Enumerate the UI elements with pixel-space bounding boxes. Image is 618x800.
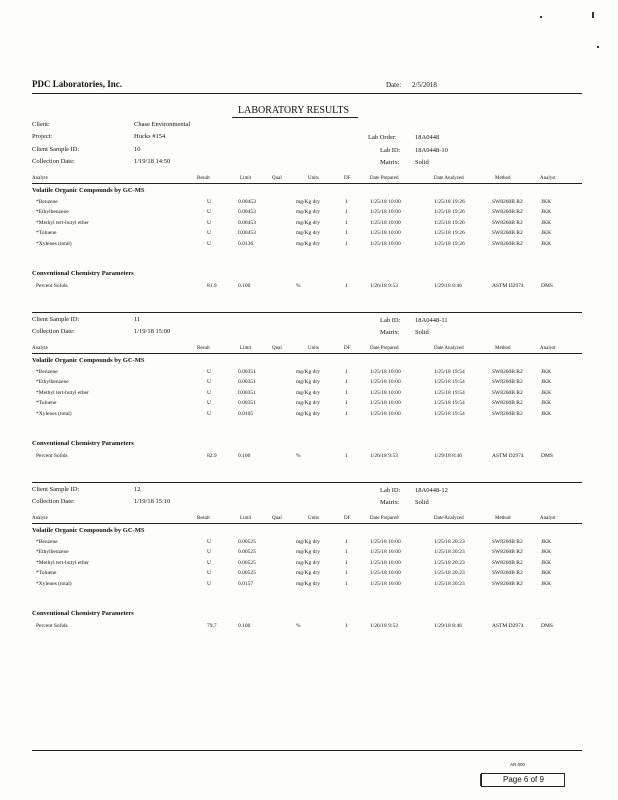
- voc-cell-df: 1: [345, 549, 348, 556]
- sample-separator: [32, 312, 582, 313]
- sample-separator: [32, 482, 582, 483]
- voc-cell-prep: 1/25/18 10:00: [370, 199, 401, 205]
- conv-cell-method: ASTM D2974: [492, 453, 524, 459]
- voc-cell-df: 1: [345, 240, 348, 247]
- lab-id: 18A0448-12: [415, 487, 448, 494]
- column-header-date-prepared: Date Prepared: [370, 346, 399, 351]
- voc-cell-df: 1: [345, 230, 348, 237]
- column-header-analyst: Analyst: [540, 516, 556, 521]
- voc-cell-df: 1: [345, 219, 348, 226]
- conv-cell-limit: 0.100: [238, 623, 251, 629]
- voc-cell-prep: 1/25/18 10:00: [370, 209, 401, 216]
- voc-cell-analyte: *Xylenes (total): [36, 410, 72, 417]
- voc-cell-units: mg/Kg dry: [296, 369, 320, 375]
- conv-cell-result: 81.9: [207, 283, 217, 289]
- conv-cell-method: ASTM D2974: [492, 283, 524, 289]
- conv-cell-analyte: Percent Solids: [36, 453, 68, 459]
- conv-cell-prep: 1/26/18 9:53: [370, 623, 398, 629]
- conv-cell-result: 82.9: [207, 453, 217, 459]
- voc-cell-limit: 0.00351: [238, 389, 256, 396]
- voc-cell-limit: 0.0136: [238, 240, 254, 247]
- voc-cell-units: mg/Kg dry: [296, 230, 320, 237]
- client-sample-id-label: Client Sample ID:: [32, 146, 80, 153]
- column-header-rule: [32, 523, 582, 524]
- voc-cell-units: mg/Kg dry: [296, 389, 320, 396]
- voc-cell-analyst: JKK: [541, 199, 552, 205]
- conv-cell-analyst: DMS: [541, 623, 553, 629]
- conv-cell-units: %: [296, 623, 301, 629]
- column-header-analyst: Analyst: [540, 176, 556, 181]
- voc-cell-prep: 1/25/18 10:00: [370, 400, 401, 407]
- conv-cell-analyzed: 1/29/18 8:46: [434, 623, 462, 629]
- voc-cell-units: mg/Kg dry: [296, 400, 320, 407]
- conv-cell-limit: 0.100: [238, 453, 251, 459]
- voc-cell-method: SW8260B R2: [492, 580, 523, 587]
- voc-cell-result: U: [207, 379, 211, 386]
- page-number: Page 6 of 9: [503, 775, 544, 784]
- column-header-qual: Qual: [272, 516, 282, 521]
- voc-cell-result: U: [207, 389, 211, 396]
- voc-cell-df: 1: [345, 199, 348, 205]
- voc-cell-limit: 0.00525: [238, 549, 256, 556]
- voc-cell-analyst: JKK: [541, 240, 552, 247]
- voc-cell-limit: 0.00525: [238, 570, 256, 577]
- voc-cell-analyte: *Ethylbenzene: [36, 379, 69, 386]
- column-header-qual: Qual: [272, 346, 282, 351]
- voc-cell-units: mg/Kg dry: [296, 199, 320, 205]
- column-header-date-prepared: Date Prepared: [370, 176, 399, 181]
- collection-date: 1/19/18 15:10: [134, 498, 171, 505]
- matrix: Solid: [415, 499, 429, 506]
- column-header-limit: Limit: [240, 346, 252, 351]
- voc-cell-df: 1: [345, 209, 348, 216]
- voc-cell-units: mg/Kg dry: [296, 240, 320, 247]
- voc-cell-limit: 0.00525: [238, 539, 256, 545]
- voc-cell-units: mg/Kg dry: [296, 549, 320, 556]
- voc-cell-prep: 1/25/18 10:00: [370, 410, 401, 417]
- voc-cell-method: SW8260B R2: [492, 389, 523, 396]
- conv-cell-limit: 0.100: [238, 283, 251, 289]
- collection-date: 1/19/18 15:00: [134, 328, 171, 335]
- lab-id: 18A0448-11: [415, 317, 448, 324]
- voc-cell-method: SW8260B R2: [492, 240, 523, 247]
- column-header-result: Result: [197, 516, 210, 521]
- voc-cell-analyzed: 1/25/18 20:23: [434, 559, 465, 566]
- voc-cell-limit: 0.00453: [238, 209, 256, 216]
- voc-cell-result: U: [207, 199, 211, 205]
- voc-cell-analyst: JKK: [541, 369, 552, 375]
- voc-cell-prep: 1/25/18 10:00: [370, 240, 401, 247]
- voc-cell-result: U: [207, 549, 211, 556]
- column-header-method: Method: [495, 176, 511, 181]
- project-name: Hucks #154: [134, 133, 166, 140]
- voc-cell-analyzed: 1/25/18 19:54: [434, 389, 465, 396]
- voc-cell-result: U: [207, 209, 211, 216]
- voc-cell-analyst: JKK: [541, 389, 552, 396]
- voc-cell-analyte: *Ethylbenzene: [36, 209, 69, 216]
- voc-cell-analyzed: 1/25/18 20:23: [434, 539, 465, 545]
- voc-cell-analyte: *Benzene: [36, 369, 58, 375]
- column-header-result: Result: [197, 176, 210, 181]
- column-header-result: Result: [197, 346, 210, 351]
- matrix: Solid: [415, 159, 429, 166]
- column-header-units: Units: [308, 346, 319, 351]
- voc-cell-analyte: *Toluene: [36, 400, 57, 407]
- voc-cell-df: 1: [345, 410, 348, 417]
- voc-section-title: Volatile Organic Compounds by GC-MS: [32, 527, 145, 534]
- voc-cell-analyst: JKK: [541, 400, 552, 407]
- client-sample-id: 12: [134, 486, 141, 493]
- column-header-rule: [32, 183, 582, 184]
- lab-order-value: 18A0448: [415, 134, 440, 141]
- voc-cell-method: SW8260B R2: [492, 230, 523, 237]
- voc-cell-analyzed: 1/25/18 19:26: [434, 219, 465, 226]
- conv-section-title: Conventional Chemistry Parameters: [32, 610, 134, 617]
- voc-cell-analyst: JKK: [541, 570, 552, 577]
- voc-cell-df: 1: [345, 379, 348, 386]
- voc-cell-limit: 0.00351: [238, 400, 256, 407]
- matrix-label: Matrix:: [380, 329, 400, 336]
- report-date: 2/5/2018: [412, 81, 437, 89]
- voc-cell-analyst: JKK: [541, 559, 552, 566]
- conv-cell-analyte: Percent Solids: [36, 623, 68, 629]
- voc-cell-analyzed: 1/25/18 19:26: [434, 230, 465, 237]
- voc-cell-analyte: *Xylenes (total): [36, 580, 72, 587]
- column-header-date-analyzed: Date Analyzed: [434, 516, 464, 521]
- voc-cell-limit: 0.00351: [238, 379, 256, 386]
- column-header-units: Units: [308, 176, 319, 181]
- page-title: LABORATORY RESULTS: [238, 105, 350, 116]
- conv-cell-analyst: DMS: [541, 283, 553, 289]
- voc-cell-method: SW8260B R2: [492, 369, 523, 375]
- voc-cell-df: 1: [345, 559, 348, 566]
- project-label: Project:: [32, 133, 53, 140]
- voc-cell-method: SW8260B R2: [492, 379, 523, 386]
- voc-cell-analyzed: 1/25/18 19:54: [434, 369, 465, 375]
- voc-cell-prep: 1/25/18 10:00: [370, 369, 401, 375]
- scan-speck: [592, 12, 594, 18]
- voc-cell-analyte: *Toluene: [36, 230, 57, 237]
- voc-section-title: Volatile Organic Compounds by GC-MS: [32, 357, 145, 364]
- voc-cell-analyte: *Xylenes (total): [36, 240, 72, 247]
- column-header-df: DF: [344, 176, 351, 181]
- voc-cell-method: SW8260B R2: [492, 570, 523, 577]
- lab-id: 18A0448-10: [415, 147, 448, 154]
- voc-cell-prep: 1/25/18 10:00: [370, 219, 401, 226]
- voc-cell-analyzed: 1/25/18 19:26: [434, 240, 465, 247]
- client-sample-id-label: Client Sample ID:: [32, 316, 80, 323]
- voc-cell-analyte: *Benzene: [36, 199, 58, 205]
- voc-cell-analyte: *Methyl tert-butyl ether: [36, 389, 89, 396]
- lab-order-label: Lab Order:: [368, 134, 397, 141]
- voc-cell-analyst: JKK: [541, 580, 552, 587]
- conv-cell-analyzed: 1/29/18 8:46: [434, 283, 462, 289]
- matrix-label: Matrix:: [380, 159, 400, 166]
- conv-cell-prep: 1/26/18 9:53: [370, 453, 398, 459]
- collection-date-label: Collection Date:: [32, 328, 75, 335]
- column-header-qual: Qual: [272, 176, 282, 181]
- voc-cell-analyzed: 1/25/18 20:23: [434, 580, 465, 587]
- column-header-df: DF: [344, 346, 351, 351]
- header-rule: [32, 93, 582, 94]
- column-header-units: Units: [308, 516, 319, 521]
- voc-cell-df: 1: [345, 580, 348, 587]
- voc-cell-limit: 0.00453: [238, 219, 256, 226]
- voc-cell-result: U: [207, 240, 211, 247]
- voc-cell-result: U: [207, 400, 211, 407]
- voc-cell-result: U: [207, 219, 211, 226]
- conv-cell-df: 1: [345, 283, 348, 289]
- conv-cell-units: %: [296, 283, 301, 289]
- conv-section-title: Conventional Chemistry Parameters: [32, 270, 134, 277]
- voc-cell-analyst: JKK: [541, 549, 552, 556]
- voc-cell-result: U: [207, 539, 211, 545]
- voc-cell-analyst: JKK: [541, 379, 552, 386]
- company-name: PDC Laboratories, Inc.: [32, 79, 122, 89]
- voc-cell-units: mg/Kg dry: [296, 539, 320, 545]
- voc-cell-analyzed: 1/25/18 20:23: [434, 549, 465, 556]
- voc-cell-df: 1: [345, 400, 348, 407]
- matrix-label: Matrix:: [380, 499, 400, 506]
- conv-cell-df: 1: [345, 623, 348, 629]
- voc-cell-units: mg/Kg dry: [296, 410, 320, 417]
- client-sample-id: 10: [134, 146, 141, 153]
- voc-cell-units: mg/Kg dry: [296, 219, 320, 226]
- voc-cell-limit: 0.0157: [238, 580, 254, 587]
- voc-cell-limit: 0.0105: [238, 410, 254, 417]
- voc-cell-analyte: *Benzene: [36, 539, 58, 545]
- voc-cell-prep: 1/25/18 10:00: [370, 549, 401, 556]
- voc-cell-result: U: [207, 410, 211, 417]
- conv-cell-prep: 1/26/18 9:53: [370, 283, 398, 289]
- voc-cell-limit: 0.00453: [238, 230, 256, 237]
- voc-cell-limit: 0.00525: [238, 559, 256, 566]
- voc-cell-analyte: *Toluene: [36, 570, 57, 577]
- scan-speck: [597, 46, 599, 48]
- column-header-df: DF: [344, 516, 351, 521]
- voc-cell-analyte: *Ethylbenzene: [36, 549, 69, 556]
- voc-cell-prep: 1/25/18 10:00: [370, 230, 401, 237]
- column-header-analyst: Analyst: [540, 346, 556, 351]
- voc-cell-method: SW8260B R2: [492, 209, 523, 216]
- voc-cell-df: 1: [345, 369, 348, 375]
- column-header-date-analyzed: Date Analyzed: [434, 176, 464, 181]
- lab-id-label: Lab ID:: [380, 487, 401, 494]
- voc-cell-analyst: JKK: [541, 539, 552, 545]
- column-header-analyte: Analyte: [32, 346, 48, 351]
- title-underline: [232, 117, 358, 118]
- voc-cell-result: U: [207, 570, 211, 577]
- collection-date-label: Collection Date:: [32, 498, 75, 505]
- voc-cell-result: U: [207, 559, 211, 566]
- conv-cell-df: 1: [345, 453, 348, 459]
- client-name: Chase Environmental: [134, 121, 191, 128]
- voc-cell-df: 1: [345, 570, 348, 577]
- column-header-rule: [32, 353, 582, 354]
- voc-cell-result: U: [207, 369, 211, 375]
- conv-section-title: Conventional Chemistry Parameters: [32, 440, 134, 447]
- voc-cell-method: SW8260B R2: [492, 549, 523, 556]
- voc-cell-method: SW8260B R2: [492, 539, 523, 545]
- voc-cell-analyst: JKK: [541, 230, 552, 237]
- client-label: Client:: [32, 121, 50, 128]
- column-header-limit: Limit: [240, 176, 252, 181]
- voc-cell-prep: 1/25/18 10:00: [370, 379, 401, 386]
- collection-date: 1/19/18 14:50: [134, 158, 171, 165]
- voc-cell-analyst: JKK: [541, 209, 552, 216]
- footer-rule: [32, 750, 582, 751]
- voc-cell-limit: 0.00453: [238, 199, 256, 205]
- voc-cell-analyte: *Methyl tert-butyl ether: [36, 559, 89, 566]
- column-header-method: Method: [495, 516, 511, 521]
- voc-cell-prep: 1/25/18 10:00: [370, 539, 401, 545]
- voc-cell-analyst: JKK: [541, 219, 552, 226]
- scan-speck: [540, 16, 542, 18]
- conv-cell-analyzed: 1/29/18 8:46: [434, 453, 462, 459]
- archive-code: AR 000: [510, 762, 526, 767]
- voc-cell-analyzed: 1/25/18 19:26: [434, 209, 465, 216]
- conv-cell-analyte: Percent Solids: [36, 283, 68, 289]
- voc-cell-method: SW8260B R2: [492, 410, 523, 417]
- voc-cell-prep: 1/25/18 10:00: [370, 580, 401, 587]
- voc-cell-analyst: JKK: [541, 410, 552, 417]
- report-date-label: Date:: [386, 81, 402, 89]
- column-header-analyte: Analyte: [32, 516, 48, 521]
- voc-cell-result: U: [207, 580, 211, 587]
- column-header-method: Method: [495, 346, 511, 351]
- conv-cell-result: 79.7: [207, 623, 217, 629]
- voc-cell-method: SW8260B R2: [492, 199, 523, 205]
- voc-cell-analyzed: 1/25/18 19:54: [434, 410, 465, 417]
- column-header-limit: Limit: [240, 516, 252, 521]
- voc-cell-analyzed: 1/25/18 19:54: [434, 400, 465, 407]
- voc-cell-df: 1: [345, 389, 348, 396]
- column-header-analyte: Analyte: [32, 176, 48, 181]
- voc-cell-analyte: *Methyl tert-butyl ether: [36, 219, 89, 226]
- voc-cell-limit: 0.00351: [238, 369, 256, 375]
- collection-date-label: Collection Date:: [32, 158, 75, 165]
- voc-cell-df: 1: [345, 539, 348, 545]
- voc-cell-prep: 1/25/18 10:00: [370, 389, 401, 396]
- voc-cell-result: U: [207, 230, 211, 237]
- voc-cell-analyzed: 1/25/18 19:26: [434, 199, 465, 205]
- voc-cell-prep: 1/25/18 10:00: [370, 559, 401, 566]
- matrix: Solid: [415, 329, 429, 336]
- column-header-date-prepared: Date Prepared: [370, 516, 399, 521]
- voc-section-title: Volatile Organic Compounds by GC-MS: [32, 187, 145, 194]
- voc-cell-units: mg/Kg dry: [296, 379, 320, 386]
- voc-cell-units: mg/Kg dry: [296, 570, 320, 577]
- voc-cell-method: SW8260B R2: [492, 219, 523, 226]
- voc-cell-units: mg/Kg dry: [296, 559, 320, 566]
- scan-speck: [480, 774, 481, 786]
- client-sample-id-label: Client Sample ID:: [32, 486, 80, 493]
- conv-cell-units: %: [296, 453, 301, 459]
- voc-cell-method: SW8260B R2: [492, 559, 523, 566]
- voc-cell-analyzed: 1/25/18 20:23: [434, 570, 465, 577]
- voc-cell-prep: 1/25/18 10:00: [370, 570, 401, 577]
- voc-cell-units: mg/Kg dry: [296, 580, 320, 587]
- voc-cell-method: SW8260B R2: [492, 400, 523, 407]
- lab-id-label: Lab ID:: [380, 317, 401, 324]
- client-sample-id: 11: [134, 316, 141, 323]
- voc-cell-units: mg/Kg dry: [296, 209, 320, 216]
- lab-id-label: Lab ID:: [380, 147, 401, 154]
- conv-cell-analyst: DMS: [541, 453, 553, 459]
- voc-cell-analyzed: 1/25/18 19:54: [434, 379, 465, 386]
- conv-cell-method: ASTM D2974: [492, 623, 524, 629]
- column-header-date-analyzed: Date Analyzed: [434, 346, 464, 351]
